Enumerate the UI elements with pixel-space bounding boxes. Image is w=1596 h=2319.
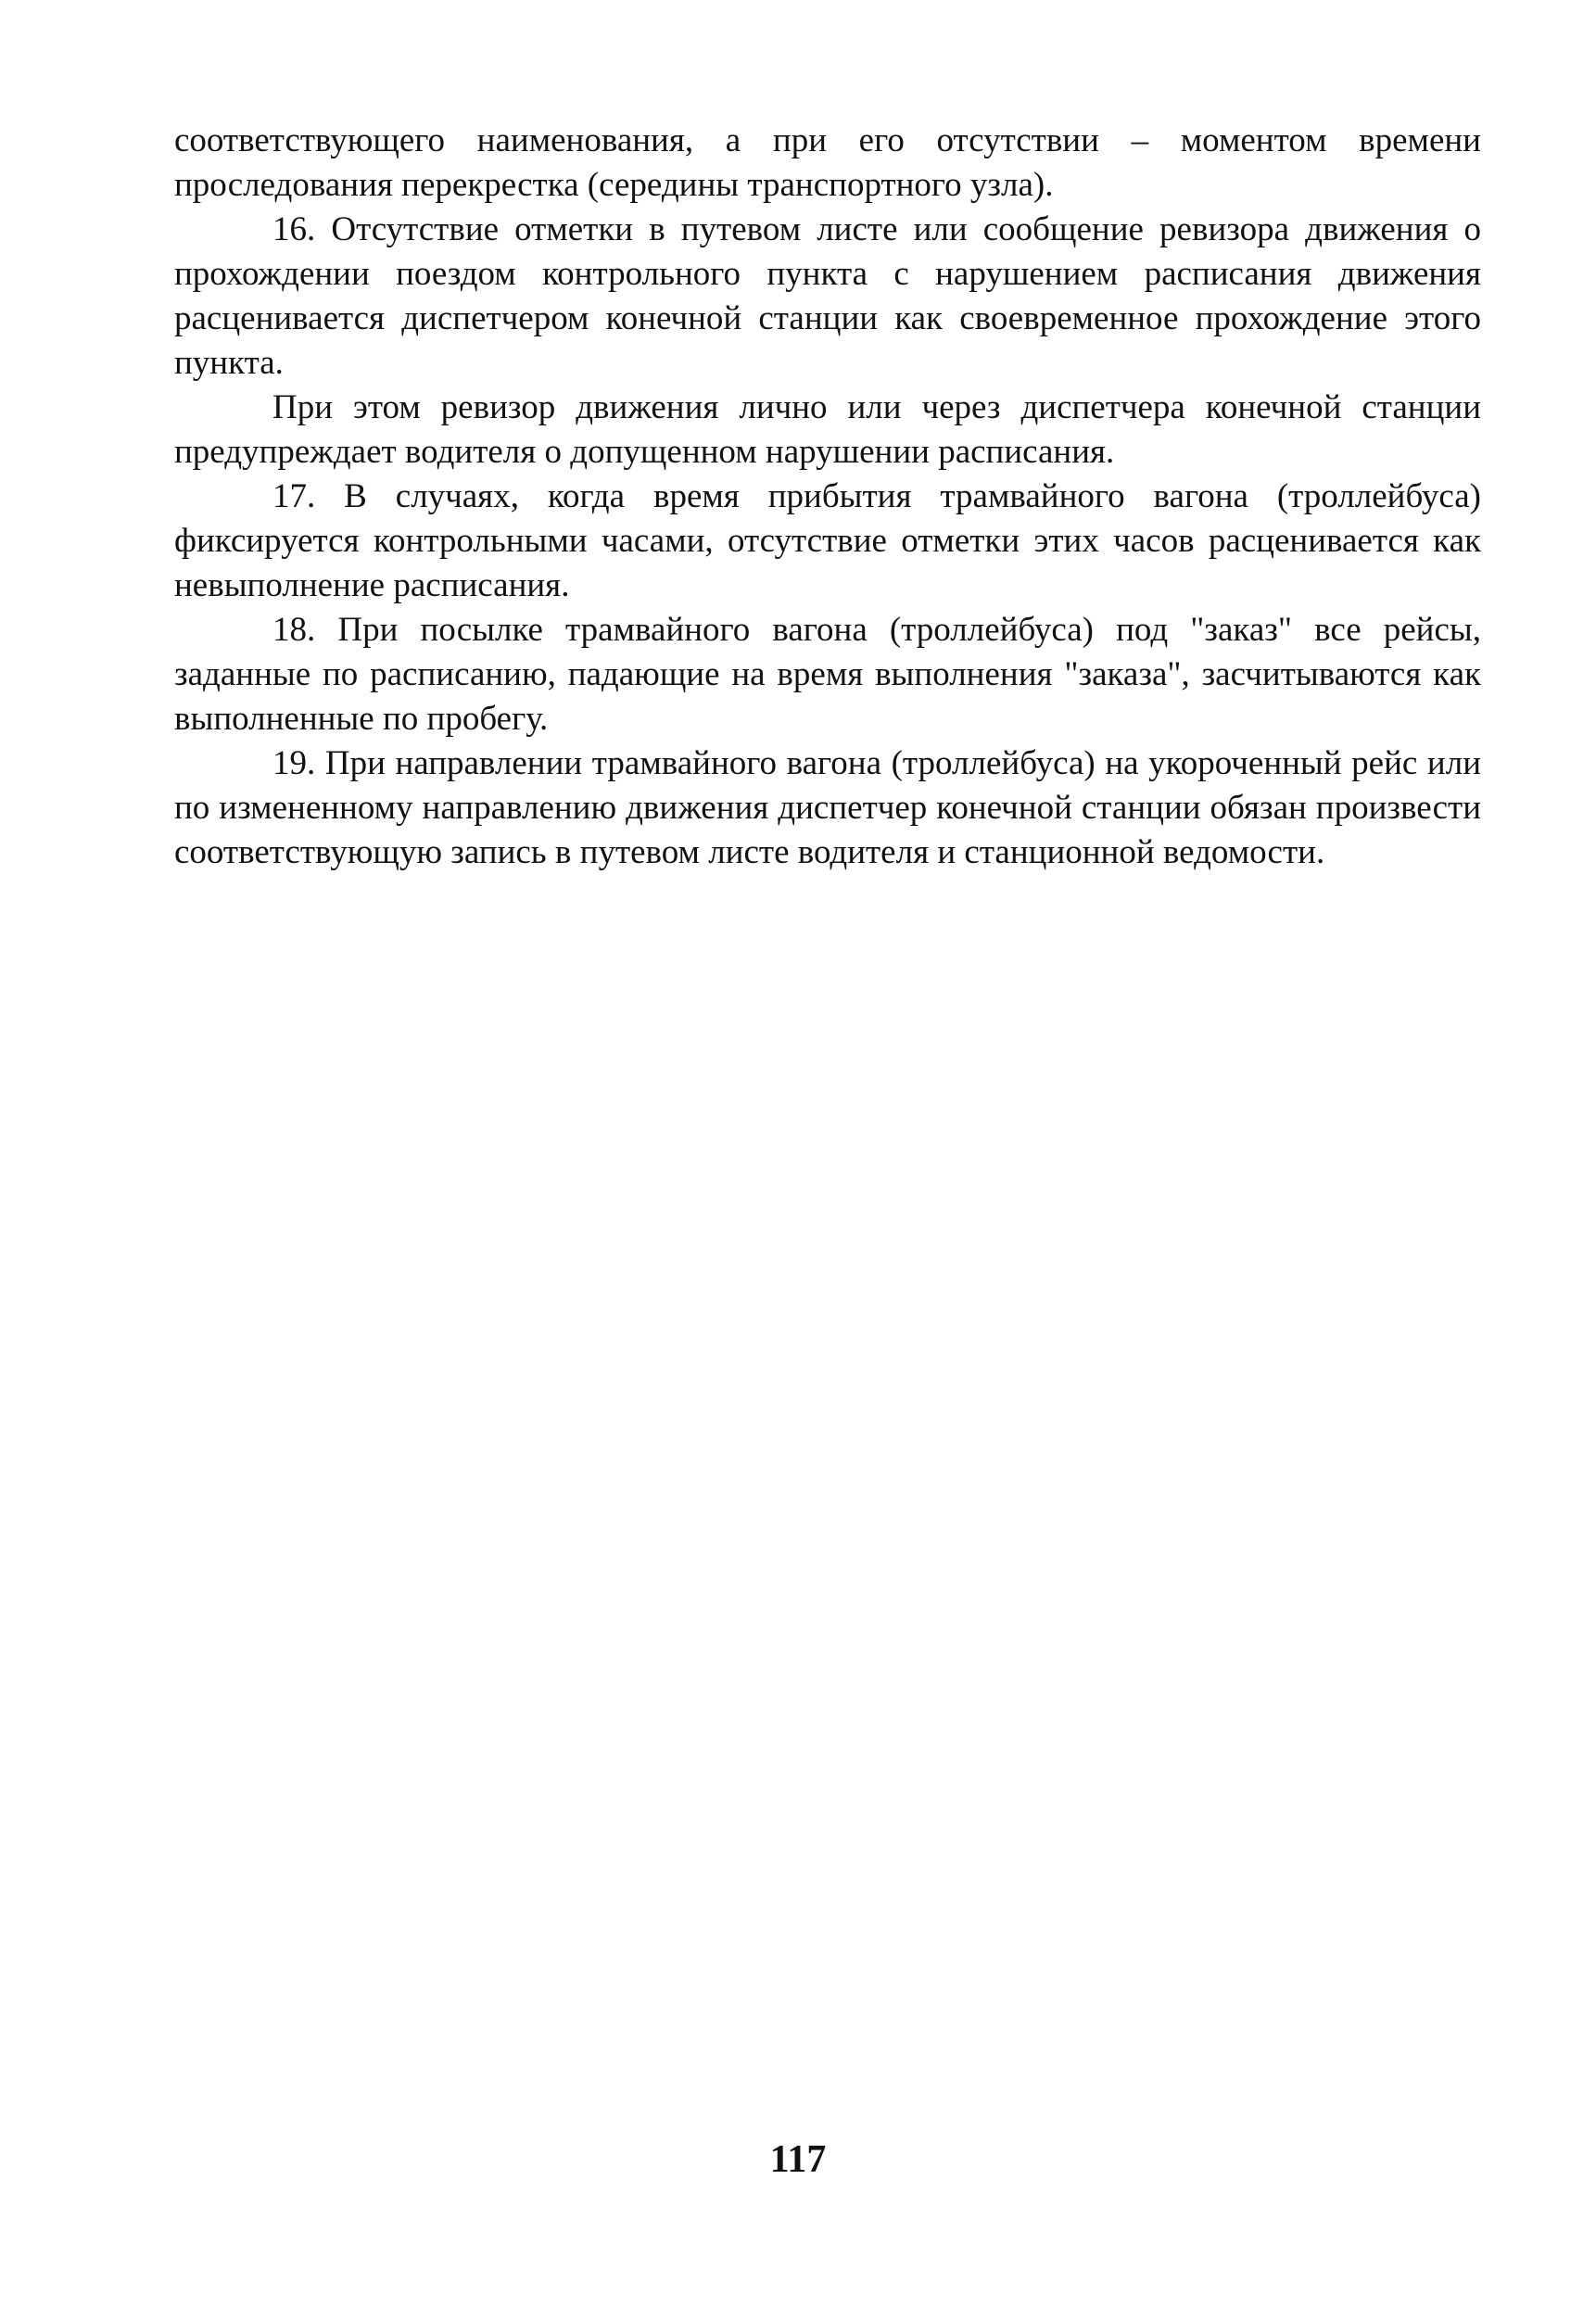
paragraph-item-19: 19. При направлении трамвайного вагона (троллейбуса) на укороченный рейс или по измененному направлению движения диспетчер конечной станции обязан произвести соответствующую запись в путевом листе водителя и станционной ведомости. (174, 744, 1481, 871)
document-body (174, 119, 1481, 875)
page-number: 117 (769, 2138, 827, 2181)
paragraph-continuation: соответствующего наименования, а при его отсутствии – моментом времени проследования перекрестка (середины транспортного узла). (174, 121, 1481, 204)
paragraph-item-17: 17. В случаях, когда время прибытия трамвайного вагона (троллейбуса) фиксируется контрольными часами, отсутствие отметки этих часов расценивается как невыполнение расписания. (174, 477, 1481, 604)
paragraph-item-18: 18. При посылке трамвайного вагона (троллейбуса) под "заказ" все рейсы, заданные по расписанию, падающие на время выполнения "заказа", засчитываются как выполненные по пробегу. (174, 611, 1481, 738)
paragraph-item-16-note: При этом ревизор движения лично или через диспетчера конечной станции предупреждает водителя о допущенном нарушении расписания. (174, 388, 1481, 471)
paragraph-item-16: 16. Отсутствие отметки в путевом листе или сообщение ревизора движения о прохождении поездом контрольного пункта с нарушением расписания движения расценивается диспетчером конечной станции как своевременное прохождение этого пункта. (174, 210, 1481, 382)
